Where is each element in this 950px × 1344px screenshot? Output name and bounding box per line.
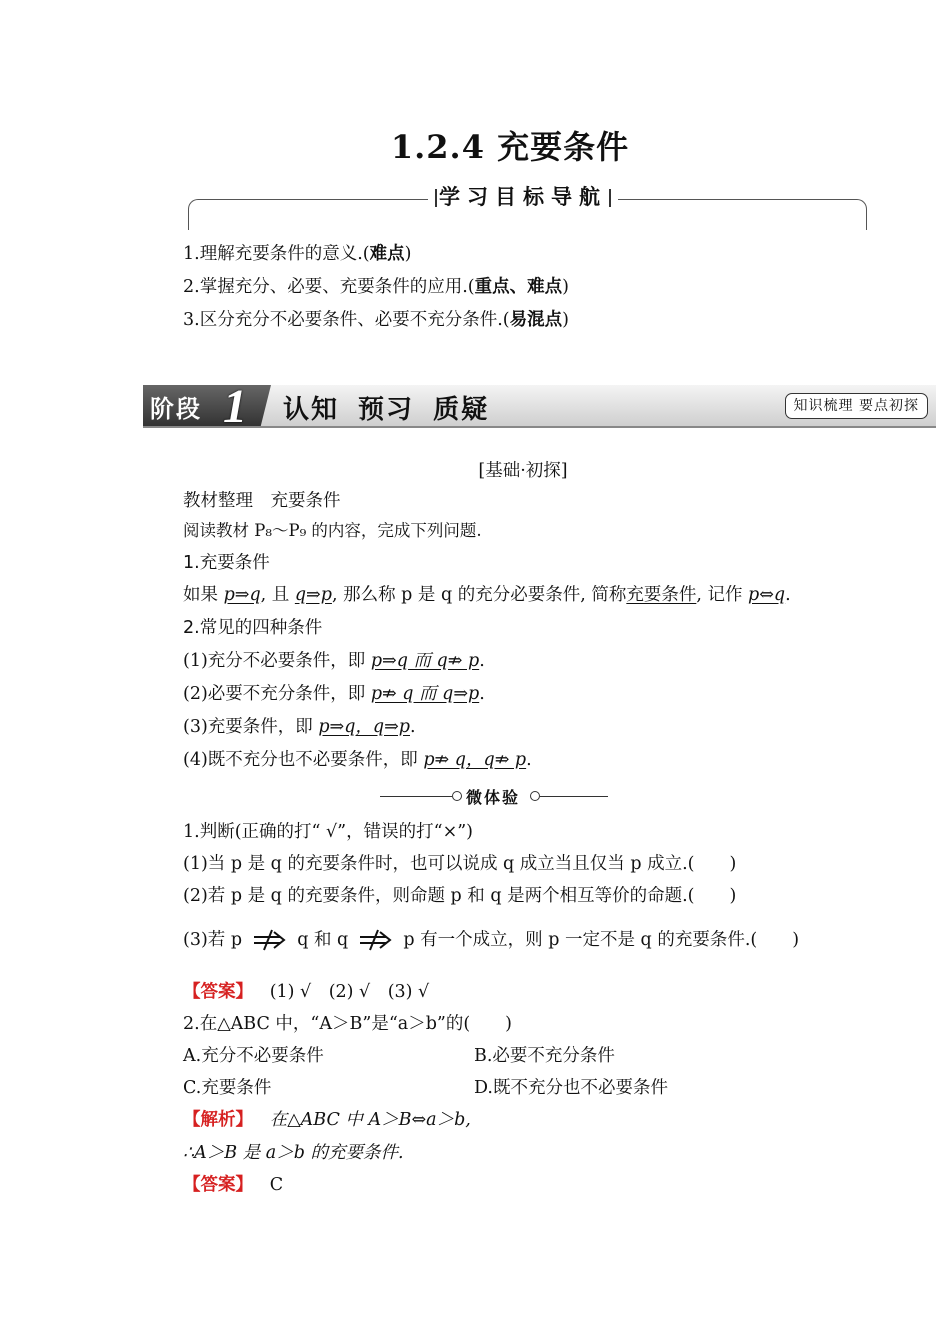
section-2-title: 2.常见的四种条件 [183,618,323,638]
stage-tag: 知识梳理 要点初探 [785,393,928,419]
condition-item: (2)必要不充分条件，即 p⇏ q 而 q⇒p. [183,684,485,704]
q2-option-b: B.必要不充分条件 [474,1046,615,1066]
condition-item: (3)充要条件，即 p⇒q，q⇒p. [183,717,416,737]
q1-stem: 1.判断(正确的打“ √”，错误的打“×”) [183,822,474,842]
q2-option-d: D.既不充分也不必要条件 [474,1078,668,1098]
stage-name: 认知 预习 质疑 [283,395,490,425]
stage-banner [143,380,936,433]
wtx-label: 微体验 [466,788,521,807]
q1-item-3: (3)若 p q 和 q p 有一个成立，则 p 一定不是 q 的充要条件.( ) [183,930,800,950]
basic-header: [基础·初探] [478,461,568,481]
condition-item: (4)既不充分也不必要条件，即 p⇏ q，q⇏ p. [183,750,532,770]
q1-answer: 【答案】 (1) √ (2) √ (3) √ [183,982,430,1002]
q2-analysis-conclusion: ∴A＞B 是 a＞b 的充要条件. [183,1143,404,1163]
wtx-divider [380,785,610,809]
not-implies-icon [252,929,288,951]
q1-item-1: (1)当 p 是 q 的充要条件时，也可以说成 q 成立当且仅当 p 成立.( ) [183,854,737,874]
reading-instruction: 阅读教材 P₈～P₉ 的内容，完成下列问题. [183,521,482,540]
q1-item-2: (2)若 p 是 q 的充要条件，则命题 p 和 q 是两个相互等价的命题.( ) [183,886,737,906]
goal-item: 2.掌握充分、必要、充要条件的应用.(重点、难点) [183,277,569,297]
material-title: 教材整理 充要条件 [183,491,341,511]
definition-line: 如果 p⇒q, 且 q⇒p, 那么称 p 是 q 的充分必要条件, 简称充要条件, 记作 p⇔q. [183,585,791,605]
page-title: 1.2.4 充要条件 [390,128,630,166]
stage-number: 1 [223,380,247,433]
condition-item: (1)充分不必要条件，即 p⇒q 而 q⇏ p. [183,651,485,671]
goal-item: 1.理解充要条件的意义.(难点) [183,244,412,264]
section-1-title: 1.充要条件 [183,553,270,573]
stage-prefix: 阶段 [150,395,202,423]
q2-option-c: C.充要条件 [183,1078,272,1098]
q2-stem: 2.在△ABC 中，“A＞B”是“a＞b”的( ) [183,1014,513,1034]
q2-answer: 【答案】 C [183,1175,284,1195]
goals-header: 学习目标导航 [428,182,618,212]
q2-analysis: 【解析】 在△ABC 中 A＞B⇔a＞b, [183,1110,471,1130]
goal-item: 3.区分充分不必要条件、必要不充分条件.(易混点) [183,310,569,330]
not-implies-icon [358,929,394,951]
q2-option-a: A.充分不必要条件 [183,1046,324,1066]
